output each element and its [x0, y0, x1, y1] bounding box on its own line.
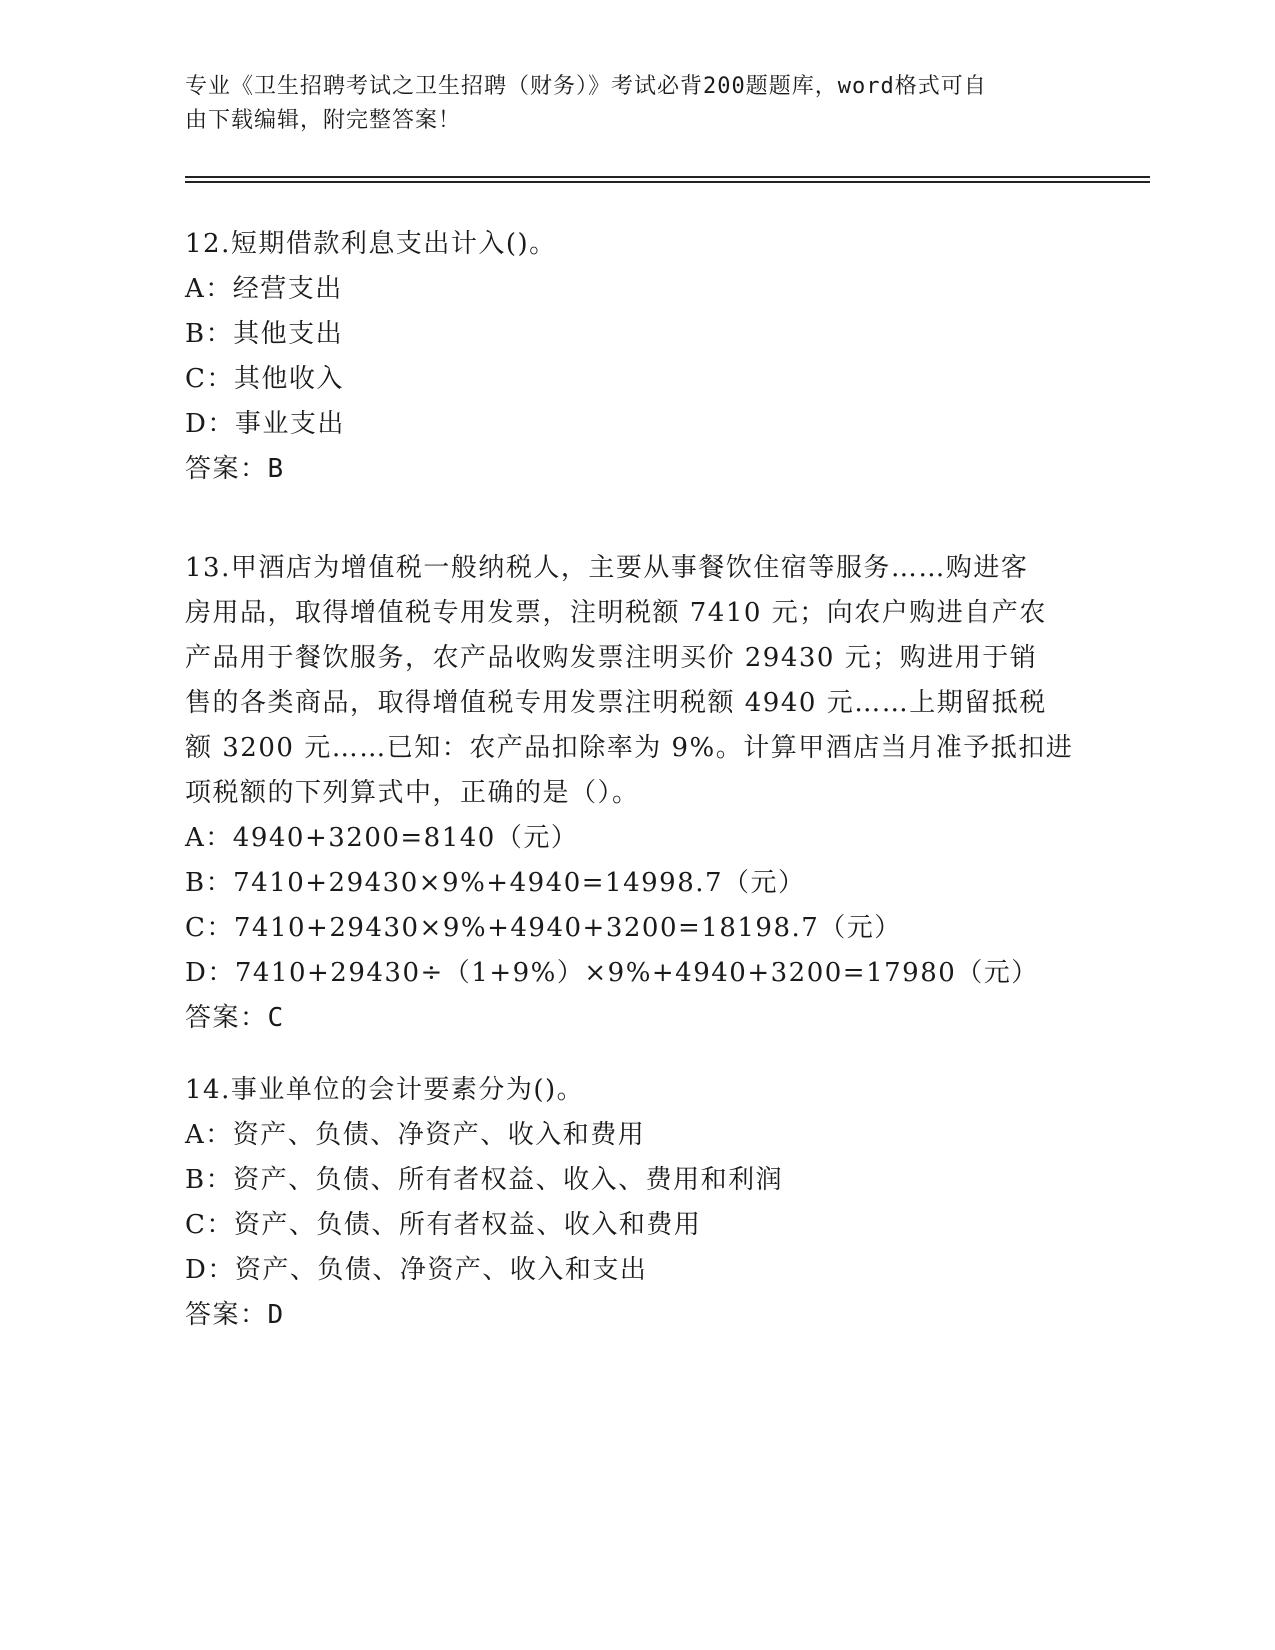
option-a: A：4940+3200=8140（元）: [185, 823, 579, 853]
option-b: B：7410+29430×9%+4940=14998.7（元）: [185, 868, 806, 898]
option-d: D：7410+29430÷（1+9%）×9%+4940+3200=17980（元）: [185, 958, 1039, 988]
option-d: D：资产、负债、净资产、收入和支出: [185, 1255, 648, 1285]
option-b: B：资产、负债、所有者权益、收入、费用和利润: [185, 1165, 784, 1195]
question-13: [185, 546, 1085, 1041]
document-header: [185, 70, 1085, 138]
answer-line: [185, 447, 1085, 492]
option-a: A：经营支出: [185, 274, 343, 304]
header-text-line-2: 由下载编辑，附完整答案！: [185, 108, 462, 133]
answer-value: B: [267, 454, 285, 484]
option-c: C：其他收入: [185, 364, 344, 394]
question-stem-line-1: 13.甲酒店为增值税一般纳税人，主要从事餐饮住宿等服务……购进客: [185, 553, 1029, 583]
option-a: A：资产、负债、净资产、收入和费用: [185, 1120, 646, 1150]
header-divider-bottom: [185, 181, 1150, 183]
question-14: [185, 1068, 1085, 1338]
answer-line: [185, 996, 1085, 1041]
answer-line: [185, 1293, 1085, 1338]
answer-value: C: [267, 1003, 285, 1033]
option-b: B：其他支出: [185, 319, 344, 349]
answer-value: D: [267, 1300, 285, 1330]
question-stem: 14.事业单位的会计要素分为()。: [185, 1075, 585, 1105]
question-stem-line-5: 额 3200 元……已知：农产品扣除率为 9%。计算甲酒店当月准予抵扣进: [185, 733, 1074, 763]
option-c: C：资产、负债、所有者权益、收入和费用: [185, 1210, 702, 1240]
option-c: C：7410+29430×9%+4940+3200=18198.7（元）: [185, 913, 902, 943]
option-d: D：事业支出: [185, 409, 345, 439]
answer-label: 答案：: [185, 1300, 268, 1330]
header-divider-top: [185, 176, 1150, 178]
question-stem-line-4: 售的各类商品，取得增值税专用发票注明税额 4940 元……上期留抵税: [185, 688, 1047, 718]
answer-label: 答案：: [185, 1003, 268, 1033]
header-text-line-1: 专业《卫生招聘考试之卫生招聘（财务）》考试必背200题题库，word格式可自: [185, 74, 987, 99]
question-stem-line-6: 项税额的下列算式中，正确的是（）。: [185, 778, 640, 808]
question-stem-line-3: 产品用于餐饮服务，农产品收购发票注明买价 29430 元；购进用于销: [185, 643, 1038, 673]
question-stem-line-2: 房用品，取得增值税专用发票，注明税额 7410 元；向农户购进自产农: [185, 598, 1047, 628]
answer-label: 答案：: [185, 454, 268, 484]
question-stem: 12.短期借款利息支出计入()。: [185, 229, 557, 259]
question-12: [185, 222, 1085, 492]
